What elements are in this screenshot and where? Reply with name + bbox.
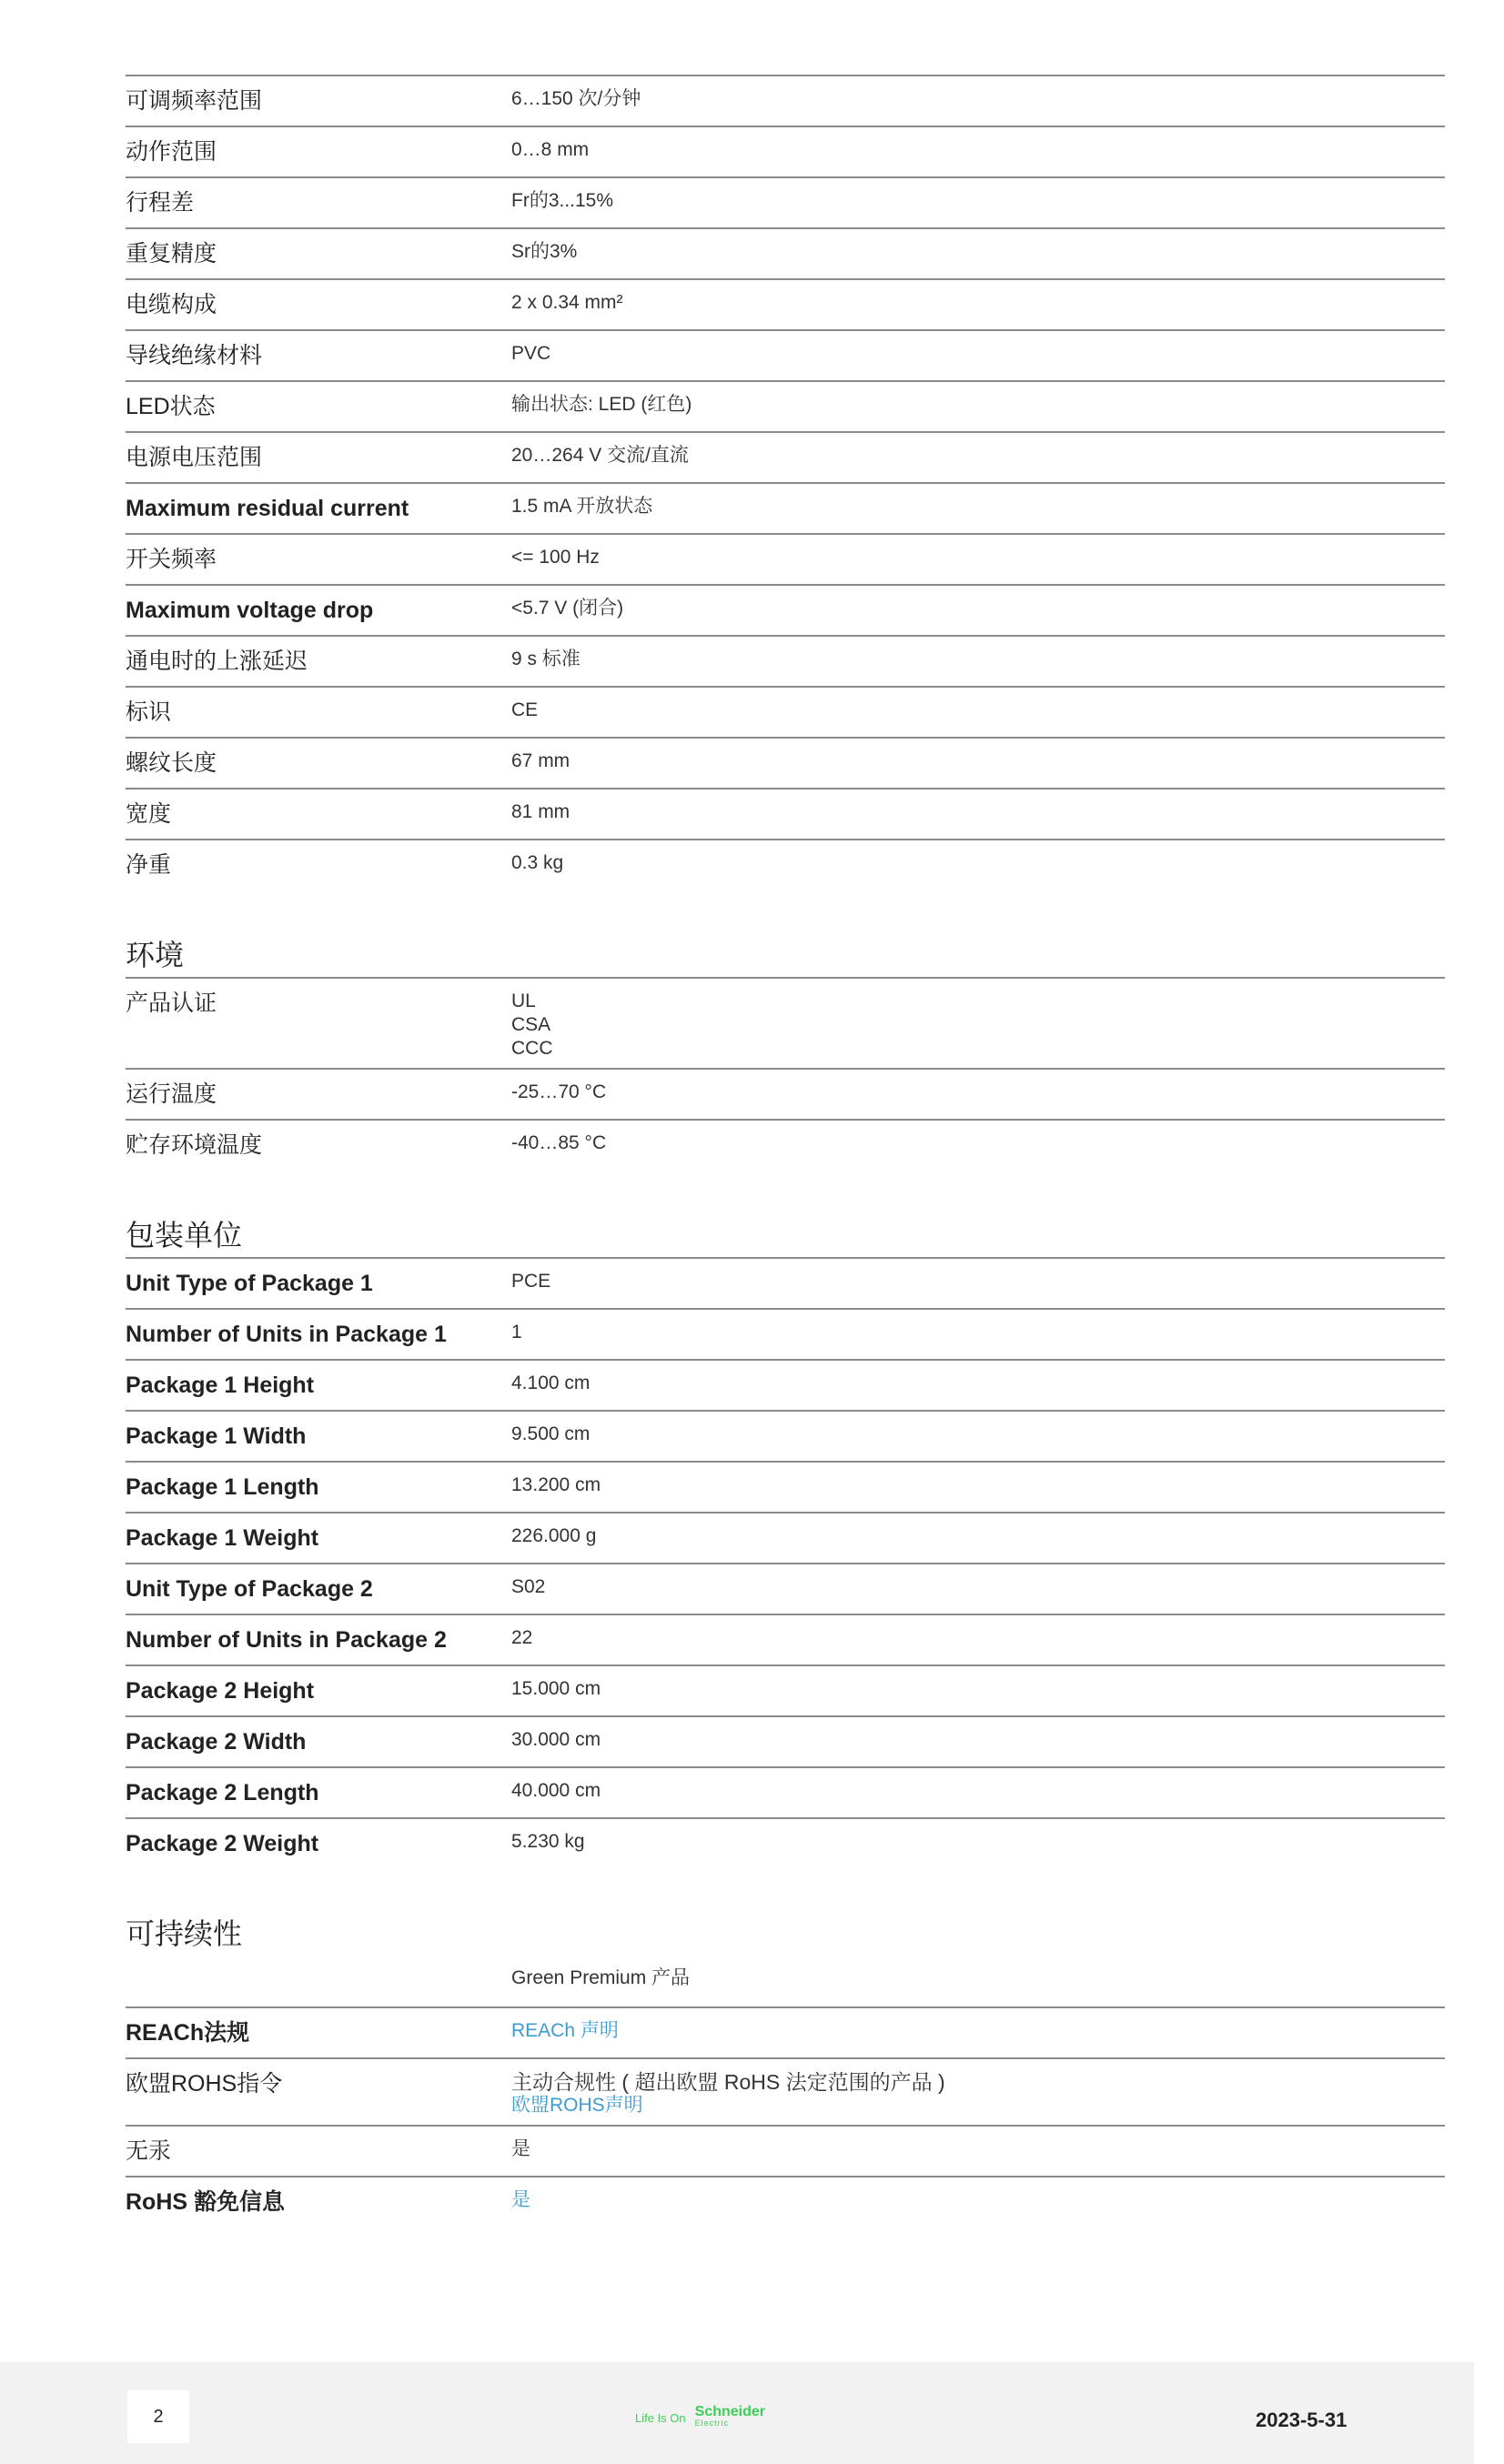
schneider-logo xyxy=(635,2404,782,2431)
row-label: 无汞 xyxy=(126,2138,172,2164)
row-label: Maximum residual current xyxy=(126,496,409,521)
row-label: Unit Type of Package 2 xyxy=(126,1576,373,1602)
table-row xyxy=(126,126,1445,176)
table-row xyxy=(126,1715,1445,1766)
table-row xyxy=(126,1563,1445,1614)
table-row xyxy=(126,533,1445,584)
row-value: 2 x 0.34 mm² xyxy=(511,292,623,313)
row-value: 15.000 cm xyxy=(511,1678,601,1699)
row-value xyxy=(511,988,1445,1061)
table-row xyxy=(126,1664,1445,1715)
row-label: LED状态 xyxy=(126,394,216,419)
table-row xyxy=(126,2057,1445,2125)
row-value: 6…150 次/分钟 xyxy=(511,88,641,109)
spec-table xyxy=(126,75,1445,890)
row-label: Package 2 Length xyxy=(126,1780,319,1805)
row-value: PVC xyxy=(511,343,551,364)
table-row xyxy=(126,75,1445,126)
table-row xyxy=(126,1308,1445,1359)
row-value: 67 mm xyxy=(511,750,570,771)
row-label: 可调频率范围 xyxy=(126,88,263,114)
row-value: 226.000 g xyxy=(511,1525,597,1546)
row-value: 5.230 kg xyxy=(511,1831,585,1852)
document-date: 2023-5-31 xyxy=(1256,2409,1348,2431)
table-row xyxy=(126,839,1445,890)
table-row xyxy=(126,329,1445,380)
cert-ul: UL xyxy=(511,991,536,1011)
row-value: 40.000 cm xyxy=(511,1780,601,1801)
row-value: <5.7 V (闭合) xyxy=(511,598,624,619)
row-label: Number of Units in Package 1 xyxy=(126,1322,447,1347)
row-label: 动作范围 xyxy=(126,139,217,165)
table-row xyxy=(126,176,1445,227)
table-row xyxy=(126,584,1445,635)
row-label: 欧盟ROHS指令 xyxy=(126,2071,283,2097)
table-row xyxy=(126,686,1445,737)
row-label: Unit Type of Package 1 xyxy=(126,1271,373,1296)
table-row xyxy=(126,635,1445,686)
table-row xyxy=(126,2006,1445,2057)
row-value: Sr的3% xyxy=(511,241,578,262)
row-value: 81 mm xyxy=(511,801,570,822)
table-row xyxy=(126,227,1445,278)
row-value: CE xyxy=(511,699,539,720)
row-value: -25…70 °C xyxy=(511,1081,607,1102)
table-row xyxy=(126,737,1445,788)
section-title-sustainability: 可持续性 xyxy=(126,1917,243,1950)
row-value: 1.5 mA 开放状态 xyxy=(511,496,653,517)
sustainability-table xyxy=(126,1956,1445,2227)
row-label: 行程差 xyxy=(126,190,195,216)
row-label: 电源电压范围 xyxy=(126,445,263,470)
environment-table xyxy=(126,977,1445,1170)
row-value: 输出状态: LED (红色) xyxy=(511,394,692,415)
row-label: 电缆构成 xyxy=(126,292,217,317)
row-value: 13.200 cm xyxy=(511,1474,601,1495)
row-label: 贮存环境温度 xyxy=(126,1132,263,1158)
table-row xyxy=(126,2125,1445,2176)
row-value: -40…85 °C xyxy=(511,1132,607,1153)
row-value: 1 xyxy=(511,1322,522,1343)
table-row xyxy=(126,278,1445,329)
row-label: 开关频率 xyxy=(126,547,217,572)
row-label: Package 2 Weight xyxy=(126,1831,319,1856)
table-row xyxy=(126,1817,1445,1868)
table-row xyxy=(126,1766,1445,1817)
row-label: 产品认证 xyxy=(126,991,217,1016)
row-label: 运行温度 xyxy=(126,1081,217,1107)
logo-brand xyxy=(694,2404,765,2429)
row-value: <= 100 Hz xyxy=(511,547,600,568)
row-value: 4.100 cm xyxy=(511,1373,590,1393)
table-row xyxy=(126,1119,1445,1170)
section-title-environment: 环境 xyxy=(126,939,185,971)
rohs-declaration-link[interactable]: 欧盟ROHS声明 xyxy=(511,2095,643,2116)
page-number: 2 xyxy=(127,2390,189,2443)
table-row xyxy=(126,1614,1445,1664)
row-value: PCE xyxy=(511,1271,551,1292)
row-label: Package 1 Length xyxy=(126,1474,319,1500)
logo-brand-name: Schneider xyxy=(694,2404,765,2419)
rohs-exemption-link[interactable]: 是 xyxy=(511,2189,530,2210)
table-row xyxy=(126,380,1445,431)
row-label: 宽度 xyxy=(126,801,172,827)
row-label: Package 1 Width xyxy=(126,1423,307,1449)
row-value xyxy=(511,2068,1445,2117)
row-label: Number of Units in Package 2 xyxy=(126,1627,447,1653)
table-row xyxy=(126,482,1445,533)
row-value: 9 s 标准 xyxy=(511,649,580,669)
table-row xyxy=(126,1359,1445,1410)
logo-brand-sub: Electric xyxy=(694,2419,730,2428)
row-value: 20…264 V 交流/直流 xyxy=(511,445,689,466)
table-row xyxy=(126,1410,1445,1461)
row-value: 30.000 cm xyxy=(511,1729,601,1750)
row-label: 导线绝缘材料 xyxy=(126,343,263,368)
cert-csa: CSA xyxy=(511,1014,551,1035)
row-label: 螺纹长度 xyxy=(126,750,217,776)
row-label-empty xyxy=(126,1965,511,1999)
table-row xyxy=(126,788,1445,839)
table-row xyxy=(126,1956,1445,2006)
reach-declaration-link[interactable]: REACh 声明 xyxy=(511,2020,619,2041)
row-value: 0…8 mm xyxy=(511,139,590,160)
row-value: S02 xyxy=(511,1576,546,1597)
row-label: 标识 xyxy=(126,699,172,725)
row-label: RoHS 豁免信息 xyxy=(126,2189,286,2215)
row-value: 是 xyxy=(511,2138,530,2159)
table-row xyxy=(126,1461,1445,1512)
row-value: 0.3 kg xyxy=(511,852,564,873)
table-row xyxy=(126,2176,1445,2227)
packaging-table xyxy=(126,1257,1445,1868)
row-value: 9.500 cm xyxy=(511,1423,590,1444)
row-label: Package 2 Height xyxy=(126,1678,315,1704)
row-value: 22 xyxy=(511,1627,533,1648)
row-label: Package 1 Weight xyxy=(126,1525,319,1551)
cert-ccc: CCC xyxy=(511,1038,553,1059)
logo-tagline: Life Is On xyxy=(635,2410,686,2425)
row-value xyxy=(511,2187,1445,2219)
row-value xyxy=(511,2017,1445,2050)
row-label: 重复精度 xyxy=(126,241,217,267)
green-premium-value: Green Premium 产品 xyxy=(511,1967,691,1988)
table-row xyxy=(126,1257,1445,1308)
row-value: Fr的3...15% xyxy=(511,190,614,211)
table-row xyxy=(126,431,1445,482)
datasheet-content xyxy=(126,75,1445,2227)
row-label: Package 2 Width xyxy=(126,1729,307,1755)
section-title-packaging: 包装单位 xyxy=(126,1219,243,1252)
table-row xyxy=(126,1068,1445,1119)
row-label: Package 1 Height xyxy=(126,1373,315,1398)
row-label: 净重 xyxy=(126,852,172,878)
row-label: Maximum voltage drop xyxy=(126,598,374,623)
table-row xyxy=(126,1512,1445,1563)
rohs-compliance-text: 主动合规性 ( 超出欧盟 RoHS 法定范围的产品 ) xyxy=(511,2070,945,2094)
table-row xyxy=(126,977,1445,1068)
row-label: REACh法规 xyxy=(126,2020,250,2046)
row-label: 通电时的上涨延迟 xyxy=(126,649,308,674)
